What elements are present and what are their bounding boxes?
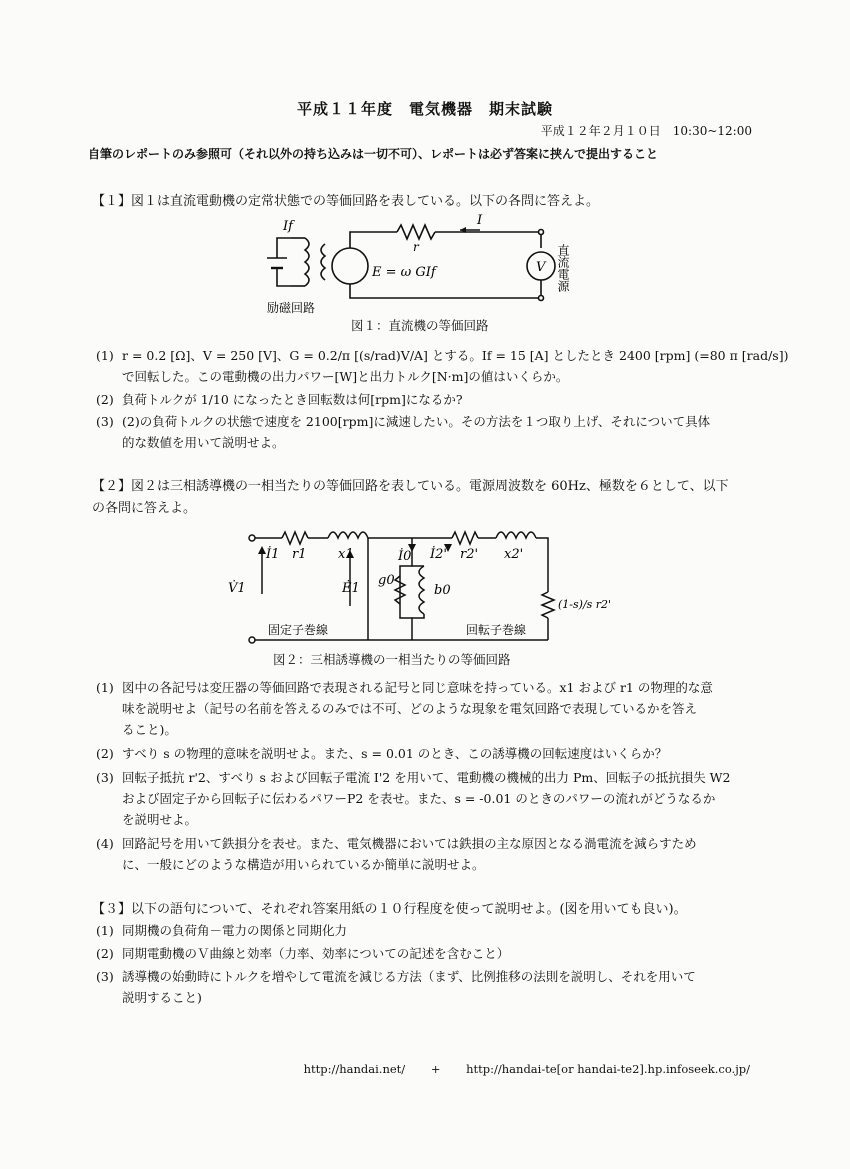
label-i: I — [477, 213, 483, 228]
q2-item-3: (3) 回転子抵抗 r'2、すべり s および回転子電流 I'2 を用いて、電動機の機械的出力 Pm、回転子の抵抗損失 W2 — [96, 770, 731, 785]
q2-item-1-cont-1: 味を説明せよ（記号の名前を答えるのみでは不可、どのような現象を電気回路で表現しているかを答え — [122, 701, 698, 716]
label-rotor: 回転子巻線 — [466, 623, 527, 637]
q2-item-2: (2) すべり s の物理的意味を説明せよ。また、s = 0.01 のとき、この誘導機の回転速度はいくらか？ — [96, 746, 668, 761]
q1-item-1: (1) r = 0.2 [Ω]、V = 250 [V]、G = 0.2/π [(s/rad)V/A] とする。If = 15 [A] としたとき 2400 [rpm] (=80 π [rad/s]) — [96, 348, 789, 363]
label-emf: E = ω GIf — [372, 265, 436, 280]
label-i1: İ1 — [266, 547, 280, 562]
q1-item-1-cont: で回転した。この電動機の出力パワー[W]と出力トルク[N·m]の値はいくらか。 — [122, 369, 569, 384]
q1-item-3: (3) (2)の負荷トルクの状態で速度を 2100[rpm]に減速したい。その方法を１つ取り上げ、それについて具体 — [96, 414, 711, 429]
label-load: (1-s)/s r2' — [558, 598, 612, 611]
q3-item-1: (1) 同期機の負荷角－電力の関係と同期化力 — [96, 923, 348, 938]
exam-date: 平成１２年２月１０日 10:30~12:00 — [540, 124, 752, 138]
footer-plus: + — [430, 1062, 441, 1076]
footer-url-1[interactable]: http://handai.net/ — [303, 1062, 406, 1076]
exam-title: 平成１１年度 電気機器 期末試験 — [296, 100, 553, 118]
q3-item-3: (3) 誘導機の始動時にトルクを増やして電流を減じる方法（まず、比例推移の法則を説明し、それを用いて — [96, 969, 696, 984]
label-if: If — [283, 219, 293, 234]
label-x1: x1 — [338, 547, 354, 562]
figure-1-caption: 図１：直流機の等価回路 — [351, 318, 489, 333]
label-i2: İ2' — [430, 547, 447, 562]
label-field-circuit: 励磁回路 — [267, 301, 316, 315]
footer-url-2[interactable]: http://handai-te[or handai-te2].hp.infoseek.co.jp/ — [466, 1062, 750, 1076]
q2-heading: 【２】図２は三相誘導機の一相当たりの等価回路を表している。電源周波数を 60Hz、極数を６として、以下 — [92, 479, 729, 494]
label-stator: 固定子巻線 — [268, 623, 329, 637]
figure-1-dc-circuit — [255, 214, 595, 318]
q3-heading: 【３】以下の語句について、それぞれ答案用紙の１０行程度を使って説明せよ。(図を用いても良い)。 — [92, 902, 687, 917]
q2-heading-cont: の各問に答えよ。 — [92, 501, 197, 516]
label-b0: b0 — [434, 583, 451, 598]
q2-item-4: (4) 回路記号を用いて鉄損分を表せ。また、電気機器においては鉄損の主な原因となる渦電流を減らすため — [96, 836, 697, 851]
label-x2: x2' — [504, 547, 524, 562]
exam-note: 自筆のレポートのみ参照可（それ以外の持ち込みは一切不可）、レポートは必ず答案に挟んで提出すること — [88, 147, 659, 161]
label-e1: Ė1 — [342, 581, 360, 596]
q3-item-2: (2) 同期電動機のＶ曲線と効率（力率、効率についての記述を含むこと） — [96, 946, 510, 961]
q2-item-1: (1) 図中の各記号は変圧器の等価回路で表現される記号と同じ意味を持っている。x1 および r1 の物理的な意 — [96, 680, 713, 695]
q1-heading: 【１】図１は直流電動機の定常状態での等価回路を表している。以下の各問に答えよ。 — [92, 194, 600, 209]
figure-2-caption: 図２：三相誘導機の一相当たりの等価回路 — [273, 652, 511, 667]
q3-item-3-cont: 説明すること) — [122, 990, 202, 1005]
q2-item-4-cont: に、一般にどのような構造が用いられているか簡単に説明せよ。 — [122, 857, 485, 872]
label-r2: r2' — [460, 547, 479, 562]
figure-2-induction-circuit — [222, 522, 612, 652]
q2-item-3-cont-1: および固定子から回転子に伝わるパワーP2 を表せ。また、s = -0.01 のときのパワーの流れがどうなるか — [122, 791, 716, 806]
label-v1: V̇1 — [228, 581, 246, 596]
q1-item-3-cont: 的な数値を用いて説明せよ。 — [122, 435, 285, 450]
q2-item-1-cont-2: ること)。 — [122, 722, 177, 737]
footer-links — [282, 1062, 750, 1076]
label-g0: g0 — [378, 573, 395, 588]
q1-item-2: (2) 負荷トルクが 1/10 になったとき回転数は何[rpm]になるか? — [96, 392, 463, 407]
label-voltmeter: V — [536, 260, 546, 275]
label-dc-source: 直流電源 — [556, 244, 570, 292]
q2-item-3-cont-2: を説明せよ。 — [122, 812, 198, 827]
label-i0: İ0 — [398, 549, 412, 564]
label-r1: r1 — [292, 547, 307, 562]
label-r: r — [413, 240, 419, 254]
